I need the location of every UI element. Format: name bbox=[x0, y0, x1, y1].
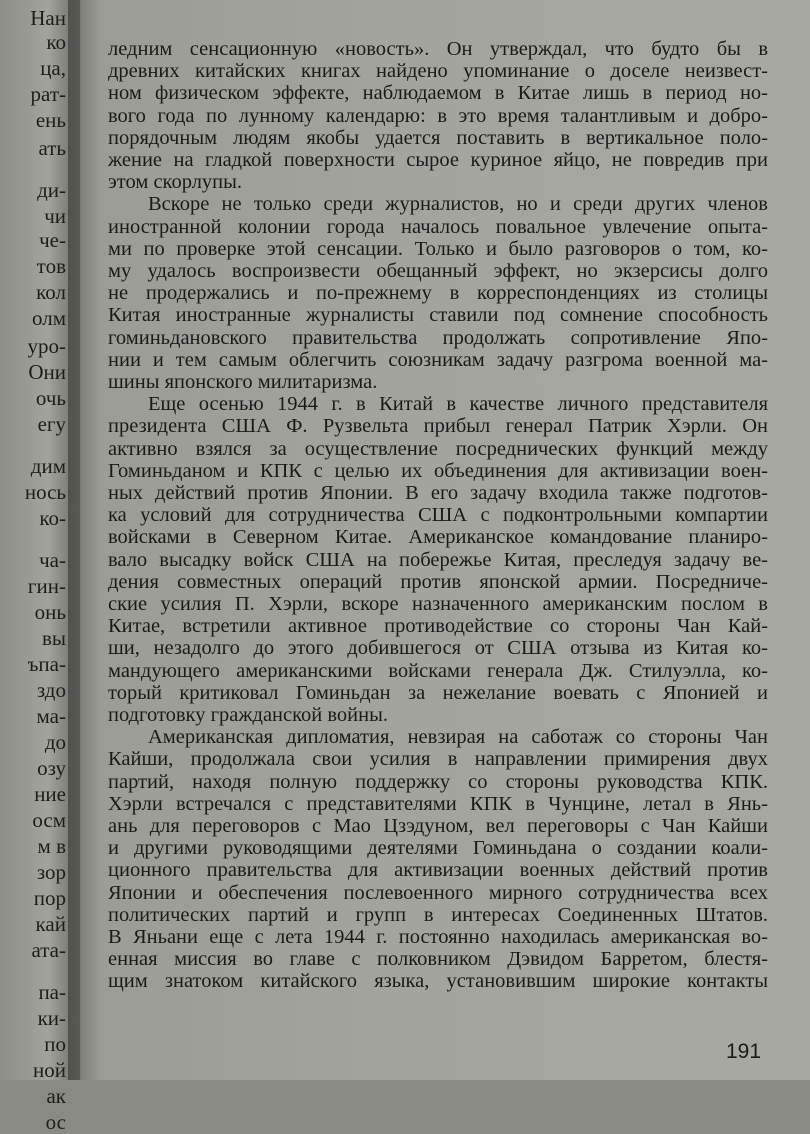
left-page-fragment: ча- bbox=[39, 548, 66, 572]
text-line: ань для переговоров с Мао Цзэдуном, вел переговоры с Чан Кайши bbox=[108, 815, 768, 837]
left-page-fragment: ъпа- bbox=[27, 652, 66, 676]
text-line: гоминьдановского правительства продолжать сопротивление Япо- bbox=[108, 326, 768, 349]
text-line: Вскоре не только среди журналистов, но и среди других членов bbox=[148, 193, 768, 216]
text-line: партий, находя полную поддержку со стороны руководства КПК. bbox=[108, 770, 768, 793]
left-page-fragment: ак bbox=[46, 1084, 66, 1108]
text-line: Хэрли встречался с представителями КПК в Чунцине, летал в Янь- bbox=[108, 792, 768, 815]
left-page-fragment: уро- bbox=[27, 334, 66, 358]
left-page-fragment: ень bbox=[35, 108, 66, 132]
left-page-fragment: чи bbox=[44, 204, 66, 228]
text-line: щим знатоком китайского языка, установившим широкие контакты bbox=[108, 970, 768, 993]
text-line: ном физическом эффекте, наблюдаемом в Китае лишь в период но- bbox=[108, 82, 768, 105]
left-page-fragment: Они bbox=[28, 360, 66, 384]
left-page-fragment: очь bbox=[35, 386, 66, 410]
left-page-fragment: ние bbox=[34, 782, 66, 806]
text-line: Японии и обеспечения послевоенного мирного сотрудничества всех bbox=[108, 881, 768, 904]
left-page-fragment: кол bbox=[36, 280, 66, 304]
left-page-fragment: ки- bbox=[37, 1006, 66, 1030]
left-page-fragment: здо bbox=[36, 678, 66, 702]
text-line: не продержались и по-прежнему в корреспонденциях из столицы bbox=[108, 282, 768, 305]
left-page-fragment: кай bbox=[35, 912, 66, 936]
text-line: политических партий и групп в интересах Соединенных Штатов. bbox=[108, 903, 768, 926]
text-line: ши, незадолго до этого добившегося от США отзыва из Китая ко- bbox=[108, 637, 768, 660]
left-page-fragment: ко- bbox=[39, 506, 66, 530]
text-line: иностранной колонии города началось повальное увлечение опыта- bbox=[108, 215, 768, 238]
left-page-fragment: вы bbox=[41, 626, 66, 650]
left-page-fragment: ма- bbox=[36, 704, 66, 728]
left-page-fragment: дим bbox=[30, 454, 66, 478]
book-gutter-shadow bbox=[68, 0, 102, 1080]
text-line: порядочным людям якобы удается поставить в вертикальное поло- bbox=[108, 126, 768, 149]
left-page-fragment: ать bbox=[38, 136, 66, 160]
text-line: ледним сенсационную «новость». Он утверждал, что будто бы в bbox=[108, 38, 768, 60]
text-line: В Яньани еще с лета 1944 г. постоянно находилась американская во- bbox=[108, 926, 768, 948]
text-line: Гоминьданом и КПК с целью их объединения для активизации воен- bbox=[108, 459, 768, 482]
left-page-fragment: ко bbox=[46, 30, 66, 54]
right-page bbox=[108, 38, 768, 1080]
left-page-fragment: до bbox=[44, 730, 66, 754]
left-page-fragment: озу bbox=[37, 756, 66, 780]
left-page-fragment: олм bbox=[32, 306, 66, 330]
left-page-fragment: ной bbox=[33, 1058, 66, 1082]
text-line: ционного правительства для активизации военных действий против bbox=[108, 859, 768, 882]
text-line: Китая иностранные журналисты ставили под сомнение способность bbox=[108, 304, 768, 327]
left-page-fragment: м в bbox=[37, 834, 66, 858]
text-line: активно взялся за осуществление посреднических функций между bbox=[108, 437, 768, 460]
text-line: президента США Ф. Рузвельта прибыл генерал Патрик Хэрли. Он bbox=[108, 415, 768, 438]
text-line: ных действий против Японии. В его задачу входила также подготов- bbox=[108, 482, 768, 504]
text-line: древних китайских книгах найдено упоминание о доселе неизвест- bbox=[108, 60, 768, 83]
text-line: ми по проверке этой сенсации. Только и было разговоров о том, ко- bbox=[108, 237, 768, 260]
text-line: подготовку гражданской войны. bbox=[108, 704, 389, 726]
text-line: шины японского милитаризма. bbox=[108, 371, 378, 393]
text-line: мандующего американскими войсками генерала Дж. Стилуэлла, ко- bbox=[108, 659, 768, 682]
text-line: вало высадку войск США на побережье Китая, преследуя задачу ве- bbox=[108, 548, 768, 571]
left-page-fragment: тов bbox=[36, 254, 66, 278]
text-line: нии и тем самым облегчить союзникам задачу разгрома военной ма- bbox=[108, 348, 768, 371]
left-page-fragment: зор bbox=[36, 860, 66, 884]
text-line: войсками в Северном Китае. Американское командование планиро- bbox=[108, 526, 768, 549]
text-line: му удалось воспроизвести обещанный эффект, но экзерсисы долго bbox=[108, 260, 768, 282]
left-page-fragment: рат- bbox=[30, 82, 66, 106]
text-line: Китае, встретили активное противодействие со стороны Чан Кай- bbox=[108, 615, 768, 638]
text-line: дения совместных операций против японской армии. Посредниче- bbox=[108, 570, 768, 593]
left-page-fragment: ос bbox=[45, 1110, 66, 1134]
left-page-fragment: онь bbox=[34, 600, 66, 624]
text-line: енная миссия во главе с полковником Дэвидом Барретом, блестя- bbox=[108, 948, 768, 971]
text-line: ка условий для сотрудничества США с подконтрольными компартии bbox=[108, 504, 768, 527]
left-page-fragment: Нан bbox=[30, 6, 66, 30]
text-line: торый критиковал Гоминьдан за нежелание воевать с Японией и bbox=[108, 681, 768, 704]
left-page-fragment: гин- bbox=[27, 574, 66, 598]
text-line: ские усилия П. Хэрли, вскоре назначенного американским послом в bbox=[108, 593, 768, 615]
text-line: Американская дипломатия, невзирая на саботаж со стороны Чан bbox=[148, 726, 768, 749]
left-page-fragment: пор bbox=[33, 886, 66, 910]
page-number: 191 bbox=[726, 1040, 762, 1063]
text-line: вого года по лунному календарю: в это время талантливым и добро- bbox=[108, 104, 768, 127]
left-page-fragment: ата- bbox=[31, 938, 66, 962]
text-line: жение на гладкой поверхности сырое куриное яйцо, не повредив при bbox=[108, 149, 768, 171]
left-page-fragment: ца, bbox=[40, 56, 66, 80]
left-page-fragment: па- bbox=[38, 980, 66, 1004]
left-page-fragment: егу bbox=[37, 412, 66, 436]
left-page-fragment: осм bbox=[32, 808, 66, 832]
text-line: этом скорлупы. bbox=[108, 171, 243, 194]
text-line: Кайши, продолжала свои усилия в направлении примирения двух bbox=[108, 748, 768, 771]
text-line: Еще осенью 1944 г. в Китай в качестве личного представителя bbox=[148, 393, 768, 416]
left-page-fragment: по bbox=[44, 1032, 66, 1056]
left-page-fragment: ди- bbox=[37, 178, 66, 202]
left-page-fragment: нось bbox=[24, 480, 66, 504]
text-line: и другими руководящими деятелями Гоминьдана о создании коали- bbox=[108, 837, 768, 860]
left-page-fragment: че- bbox=[39, 228, 66, 252]
